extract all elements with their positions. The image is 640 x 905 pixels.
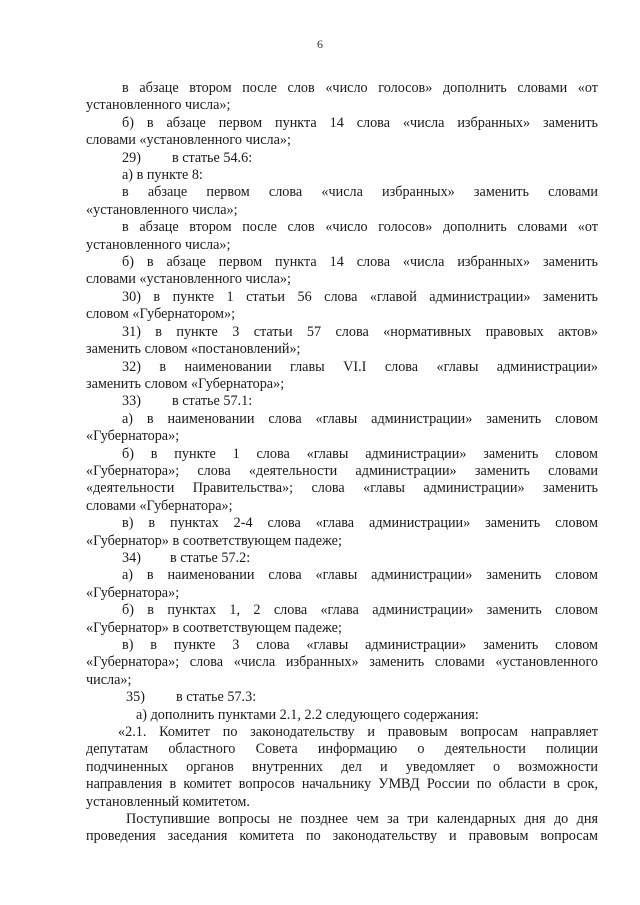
text-line: б) в абзаце первом пункта 14 слова «числа избранных» заменить bbox=[122, 254, 598, 271]
item-number: 34) bbox=[122, 549, 141, 566]
text-line: в абзаце втором после слов «число голосов» дополнить словами «от bbox=[122, 80, 598, 96]
text-line: заменить словом «постановлений»; bbox=[86, 341, 301, 358]
text-line: «Губернатора»; bbox=[86, 428, 180, 445]
text-line: установленного числа»; bbox=[86, 236, 231, 253]
text-line: 30) в пункте 1 статьи 56 слова «главой администрации» заменить bbox=[122, 288, 598, 305]
text-line: б) в абзаце первом пункта 14 слова «числа избранных» заменить bbox=[122, 114, 598, 131]
text-line: числа»; bbox=[86, 671, 132, 688]
item-number: 33) bbox=[122, 393, 141, 410]
text-line: «Губернатор» в соответствующем падеже; bbox=[86, 619, 342, 636]
text-line: Поступившие вопросы не позднее чем за три календарных дня до дня bbox=[126, 811, 598, 828]
text-line: установленный комитетом. bbox=[86, 793, 250, 810]
text-line: а) в наименовании слова «главы администрации» заменить словом bbox=[122, 410, 598, 427]
text-line: в статье 54.6: bbox=[172, 149, 253, 166]
text-line: 31) в пункте 3 статьи 57 слова «нормативных правовых актов» bbox=[122, 323, 598, 340]
text-line: в) в пункте 3 слова «главы администрации» заменить словом bbox=[122, 637, 598, 653]
text-line: б) в пункте 1 слова «главы администрации» заменить словом bbox=[122, 445, 598, 462]
text-line: в абзаце втором после слов «число голосов» дополнить словами «от bbox=[122, 219, 598, 236]
list-item-34 bbox=[86, 550, 598, 567]
text-line: проведения заседания комитета по законодательству и правовым вопросам bbox=[86, 828, 598, 845]
document-body bbox=[86, 80, 598, 846]
text-line: «установленного числа»; bbox=[86, 201, 238, 218]
text-line: б) в пунктах 1, 2 слова «глава администрации» заменить словом bbox=[122, 602, 598, 619]
text-line: установленного числа»; bbox=[86, 97, 231, 114]
text-line: «Губернатора»; bbox=[86, 584, 180, 601]
text-line: «деятельности Правительства»; слова «главы администрации» заменить bbox=[86, 480, 598, 497]
item-number: 35) bbox=[126, 689, 145, 706]
text-line: подчиненных органов внутренних дел и уведомляет о возможности bbox=[86, 758, 598, 775]
text-line: направления в комитет вопросов начальнику УМВД России по области в срок, bbox=[86, 776, 598, 793]
text-line: словом «Губернатором»; bbox=[86, 306, 236, 323]
text-line: словами «установленного числа»; bbox=[86, 132, 291, 149]
text-line: в статье 57.3: bbox=[176, 689, 257, 706]
text-line: в статье 57.2: bbox=[170, 549, 251, 566]
list-item-29 bbox=[86, 150, 598, 167]
text-line: в) в пунктах 2-4 слова «глава администрации» заменить словом bbox=[122, 515, 598, 532]
text-line: а) в пункте 8: bbox=[122, 167, 203, 184]
text-line: «Губернатора»; слова «числа избранных» заменить словами «установленного bbox=[86, 654, 598, 671]
text-line: словами «установленного числа»; bbox=[86, 271, 291, 288]
text-line: депутатам областного Совета информацию о деятельности полиции bbox=[86, 741, 598, 758]
text-line: заменить словом «Губернатора»; bbox=[86, 375, 285, 392]
list-item-35 bbox=[86, 689, 598, 706]
text-line: «2.1. Комитет по законодательству и правовым вопросам направляет bbox=[118, 724, 598, 741]
text-line: «Губернатора»; слова «деятельности администрации» заменить словами bbox=[86, 462, 598, 479]
list-item-33 bbox=[86, 393, 598, 410]
text-line: «Губернатор» в соответствующем падеже; bbox=[86, 532, 342, 549]
text-line: 32) в наименовании главы VI.I слова «главы администрации» bbox=[122, 358, 598, 375]
text-line: словами «Губернатора»; bbox=[86, 497, 233, 514]
item-number: 29) bbox=[122, 149, 141, 166]
page-number: 6 bbox=[317, 37, 323, 51]
text-line: в статье 57.1: bbox=[172, 393, 253, 410]
text-line: а) в наименовании слова «главы администрации» заменить словом bbox=[122, 567, 598, 584]
text-line: а) дополнить пунктами 2.1, 2.2 следующего содержания: bbox=[136, 706, 479, 723]
text-line: в абзаце первом слова «числа избранных» заменить словами bbox=[122, 184, 598, 201]
